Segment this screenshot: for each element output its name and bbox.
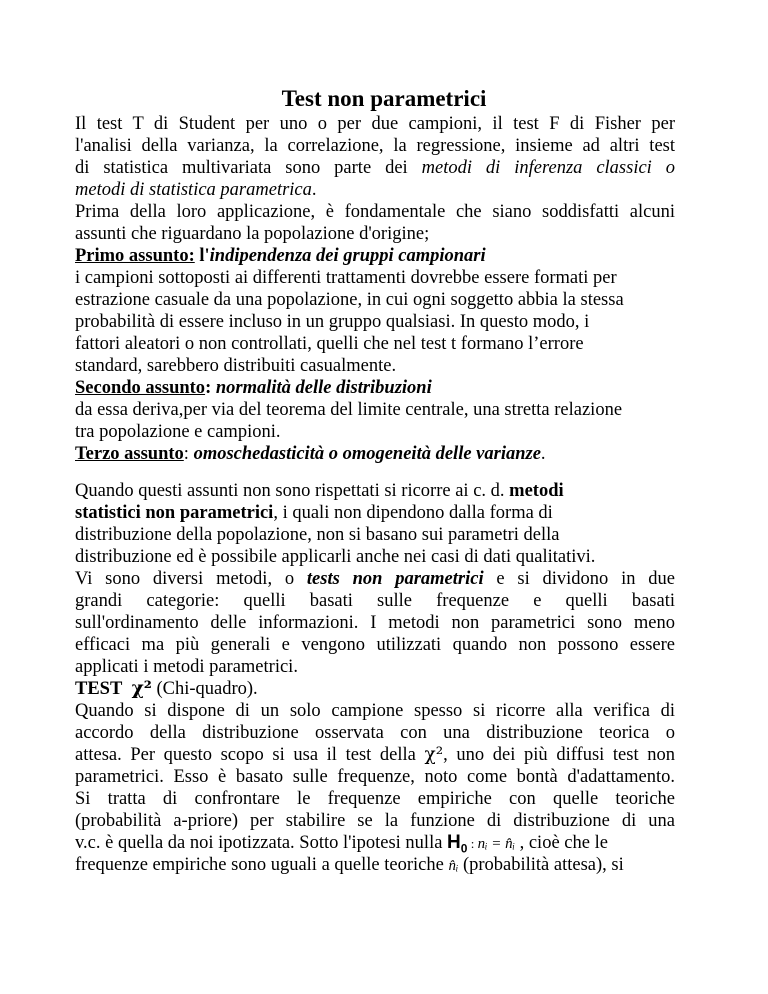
text-line: Si tratta di confrontare le frequenze empiriche con quelle teoriche (75, 789, 675, 809)
text-line: metodi di statistica parametrica. (75, 180, 317, 200)
text-line: Il test T di Student per uno o per due campioni, il test F di Fisher per (75, 114, 675, 134)
assumption-heading: Terzo assunto: omoschedasticità o omogeneità delle varianze. (75, 444, 546, 464)
page-title: Test non parametrici (281, 86, 487, 111)
text-line: fattori aleatori o non controllati, quelli che nel test t formano l’errore (75, 334, 584, 354)
expected-frequency-symbol: n̂ᵢ (448, 858, 459, 874)
text-line: v.c. è quella da noi ipotizzata. Sotto l'ipotesi nulla $H_0$ : nᵢ = n̂ᵢ , cioè che le (75, 832, 608, 856)
text-line: di statistica multivariata sono parte dei metodi di inferenza classici o (75, 158, 675, 178)
text-line: standard, sarebbero distribuiti casualmente. (75, 356, 397, 376)
text-line: l'analisi della varianza, la correlazione, la regressione, insieme ad altri test (75, 136, 675, 156)
text-line: Prima della loro applicazione, è fondamentale che siano soddisfatti alcuni (75, 202, 675, 222)
text-line: assunti che riguardano la popolazione d'origine; (75, 224, 430, 244)
text-line: sull'ordinamento delle informazioni. I metodi non parametrici sono meno (75, 613, 675, 633)
text-line: efficaci ma più generali e vengono utilizzati quando non possono essere (75, 635, 675, 655)
text-line: distribuzione della popolazione, non si basano sui parametri della (75, 525, 560, 545)
text-line: frequenze empiriche sono uguali a quelle teoriche n̂ᵢ (probabilità attesa), si (75, 855, 624, 875)
text-line: grandi categorie: quelli basati sulle frequenze e quelli basati (75, 591, 675, 611)
text-line: Quando si dispone di un solo campione spesso si ricorre alla verifica di (75, 701, 675, 721)
text-line: estrazione casuale da una popolazione, in cui ogni soggetto abbia la stessa (75, 290, 624, 310)
text-line: (probabilità a-priore) per stabilire se la funzione di distribuzione di una (75, 811, 675, 831)
text-line: distribuzione ed è possibile applicarli anche nei casi di dati qualitativi. (75, 547, 596, 567)
text-line: accordo della distribuzione osservata con una distribuzione teorica o (75, 723, 675, 743)
text-line: applicati i metodi parametrici. (75, 657, 298, 677)
text-line: tra popolazione e campioni. (75, 422, 281, 442)
text-line: attesa. Per questo scopo si usa il test della χ², uno dei più diffusi test non (75, 744, 675, 765)
text-line: Quando questi assunti non sono rispettati si ricorre ai c. d. metodi (75, 481, 564, 501)
text-line: Vi sono diversi metodi, o tests non parametrici e si dividono in due (75, 569, 675, 589)
text-line: probabilità di essere incluso in un gruppo qualsiasi. In questo modo, i (75, 312, 590, 332)
section-heading: TEST χ² (Chi-quadro). (75, 678, 258, 699)
assumption-heading: Primo assunto: l'indipendenza dei gruppi campionari (75, 246, 486, 266)
text-line: da essa deriva,per via del teorema del limite centrale, una stretta relazione (75, 400, 623, 420)
null-hypothesis-formula: nᵢ = n̂ᵢ (477, 836, 515, 852)
text-line: parametrici. Esso è basato sulle frequenze, noto come bontà d'adattamento. (75, 767, 675, 787)
text-line: statistici non parametrici, i quali non dipendono dalla forma di (75, 503, 553, 523)
assumption-heading: Secondo assunto: normalità delle distribuzioni (75, 378, 432, 398)
text-line: i campioni sottoposti ai differenti trattamenti dovrebbe essere formati per (75, 268, 617, 288)
